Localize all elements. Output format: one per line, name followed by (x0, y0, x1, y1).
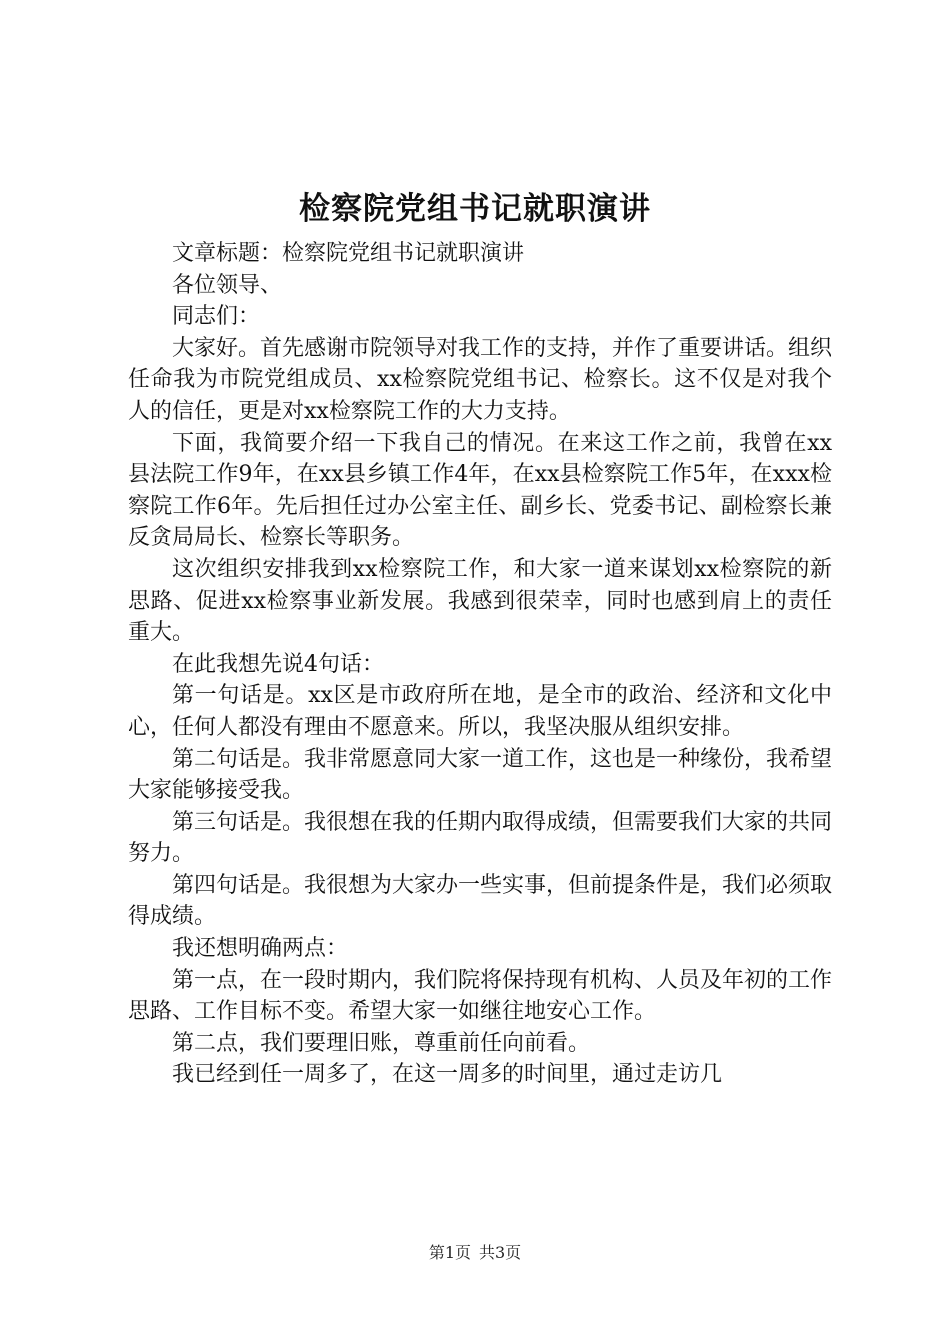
page-footer (0, 1242, 950, 1264)
paragraph: 第三句话是。我很想在我的任期内取得成绩，但需要我们大家的共同努力。 (128, 809, 833, 867)
paragraph: 大家好。首先感谢市院领导对我工作的支持，并作了重要讲话。组织任命我为市院党组成员、xx检察院党组书记、检察长。这不仅是对我个人的信任，更是对xx检察院工作的大力支持。 (128, 335, 833, 424)
paragraph: 第一句话是。xx区是市政府所在地，是全市的政治、经济和文化中心，任何人都没有理由不愿意来。所以，我坚决服从组织安排。 (128, 683, 832, 740)
paragraph: 这次组织安排我到xx检察院工作，和大家一道来谋划xx检察院的新思路、促进xx检察事业新发展。我感到很荣幸，同时也感到肩上的责任重大。 (128, 556, 832, 646)
paragraph: 同志们： (172, 304, 261, 330)
paragraph: 我已经到任一周多了，在这一周多的时间里，通过走访几 (172, 1062, 723, 1088)
page-number: 第1页 (428, 1243, 471, 1262)
document-title: 检察院党组书记就职演讲 (299, 191, 651, 227)
paragraph: 我还想明确两点： (172, 936, 349, 962)
paragraph: 下面，我简要介绍一下我自己的情况。在来这工作之前，我曾在xx县法院工作9年，在xx县乡镇工作4年，在xx县检察院工作5年，在xxx检察院工作6年。先后担任过办公室主任、副乡长、党委书记、副检察长兼反贪局局长、检察长等职务。 (128, 430, 832, 551)
paragraph: 第四句话是。我很想为大家办一些实事，但前提条件是，我们必须取得成绩。 (128, 872, 833, 930)
page-total: 共3页 (479, 1243, 522, 1262)
document-body (128, 238, 832, 1091)
paragraph: 第二句话是。我非常愿意同大家一道工作，这也是一种缘份，我希望大家能够接受我。 (128, 746, 833, 804)
paragraph: 各位领导、 (172, 272, 283, 298)
paragraph: 在此我想先说4句话： (172, 651, 384, 677)
paragraph: 第二点，我们要理旧账，尊重前任向前看。 (172, 1030, 591, 1056)
paragraph: 第一点，在一段时期内，我们院将保持现有机构、人员及年初的工作思路、工作目标不变。希望大家一如继往地安心工作。 (128, 967, 833, 1025)
paragraph: 文章标题：检察院党组书记就职演讲 (172, 241, 525, 266)
